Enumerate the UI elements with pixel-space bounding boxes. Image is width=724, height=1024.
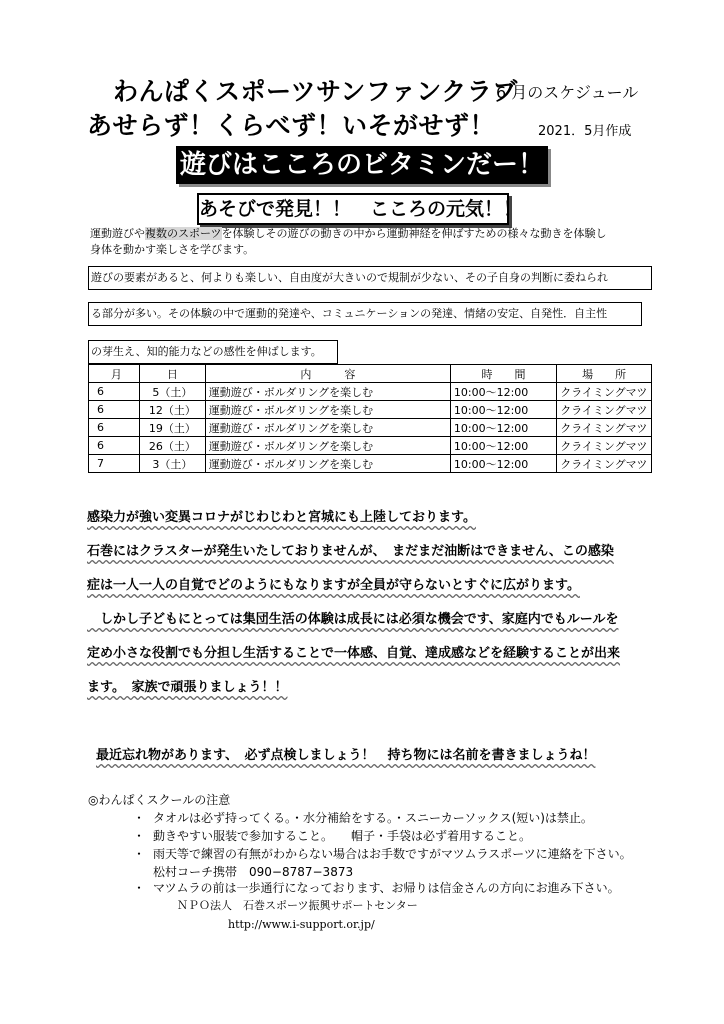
- cell-time: 10:00～12:00: [450, 455, 556, 473]
- intro-line-1-pre: 運動遊びや: [90, 227, 145, 240]
- table-row: [89, 383, 652, 401]
- cell-place: クライミングマツ: [557, 383, 652, 401]
- message-line-1: 感染力が強い変異コロナがじわじわと宮城にも上陸しております。: [87, 510, 476, 525]
- cell-day: 5（土）: [139, 383, 205, 401]
- message-line-4: しかし子どもにとっては集団生活の体験は成長には必須な機会です、家庭内でもルールを: [87, 612, 619, 627]
- header-content: 内 容: [205, 365, 450, 383]
- message-line-2: 石巻にはクラスターが発生いたしておりませんが、 まだまだ油断はできません、この感染: [87, 544, 614, 559]
- cell-time: 10:00～12:00: [450, 401, 556, 419]
- cell-time: 10:00～12:00: [450, 383, 556, 401]
- note-bullet: ・: [133, 829, 146, 843]
- header-day: 日: [139, 365, 205, 383]
- notes-title: ◎わんぱくスクールの注意: [88, 793, 231, 807]
- club-title: わんぱくスポーツサンファンクラブ: [113, 77, 518, 106]
- table-row: [89, 437, 652, 455]
- message-line-5: 定め小さな役割でも分担し生活することで一体感、自覚、達成感などを経験することが出来: [87, 646, 621, 661]
- note-item-3: 雨天等で練習の有無がわからない場合はお手数ですがマツムラスポーツに連絡を下さい。: [153, 847, 632, 861]
- main-banner: 遊びはこころのビタミンだー！: [176, 146, 548, 184]
- note-item-4: マツムラの前は一歩通行になっております、お帰りは信金さんの方向にお進み下さい。: [153, 881, 620, 895]
- cell-day: 3（土）: [139, 455, 205, 473]
- schedule-header-row: [89, 365, 652, 383]
- table-row: [89, 455, 652, 473]
- message-line-6: ます。 家族で頑張りましょう！！: [87, 680, 288, 695]
- cell-day: 12（土）: [139, 401, 205, 419]
- cell-month: 6: [89, 437, 140, 455]
- reminder-text: 最近忘れ物があります、 必ず点検しましょう！ 持ち物には名前を書きましょうね！: [96, 748, 596, 763]
- header-time: 時 間: [450, 365, 556, 383]
- cell-content: 運動遊び・ボルダリングを楽しむ: [205, 455, 450, 473]
- cell-content: 運動遊び・ボルダリングを楽しむ: [205, 401, 450, 419]
- intro-line-2: 身体を動かす楽しさを学びます。: [90, 243, 255, 256]
- intro-box-line-1: 遊びの要素があると、何よりも楽しい、自由度が大きいので規制が少ない、その子自身の判断に委ねられ: [88, 266, 652, 290]
- schedule-table: [88, 364, 652, 473]
- intro-highlight: 複数のスポーツ: [145, 227, 222, 240]
- intro-text: [90, 226, 650, 258]
- note-bullet: ・: [133, 811, 146, 825]
- table-row: [89, 401, 652, 419]
- coach-contact: 松村コーチ携帯 090−8787−3873: [153, 865, 354, 879]
- cell-place: クライミングマツ: [557, 401, 652, 419]
- intro-box-line-3: の芽生え、知的能力などの感性を伸ばします。: [88, 340, 338, 364]
- created-date: 2021．5月作成: [538, 124, 632, 139]
- cell-month: 6: [89, 401, 140, 419]
- cell-content: 運動遊び・ボルダリングを楽しむ: [205, 419, 450, 437]
- message-line-3: 症は一人一人の自覚でどのようにもなりますが全員が守らないとすぐに広がります。: [87, 578, 580, 593]
- cell-place: クライミングマツ: [557, 437, 652, 455]
- cell-place: クライミングマツ: [557, 455, 652, 473]
- header-month: 月: [89, 365, 140, 383]
- cell-time: 10:00～12:00: [450, 419, 556, 437]
- cell-time: 10:00～12:00: [450, 437, 556, 455]
- note-item-1: タオルは必ず持ってくる。・水分補給をする。・スニーカーソックス(短い)は禁止。: [153, 811, 593, 825]
- month-schedule-label: 6 月のスケジュール: [496, 83, 639, 102]
- sub-banner: あそびで発見！！ こころの元気！！: [197, 193, 509, 225]
- cell-month: 6: [89, 383, 140, 401]
- intro-box-line-2: る部分が多い。その体験の中で運動的発達や、コミュニケーションの発達、情緒の安定、自発性．自主性: [88, 302, 642, 326]
- note-item-2: 動きやすい服装で参加すること。 帽子・手袋は必ず着用すること。: [153, 829, 532, 843]
- intro-line-1: [90, 226, 650, 242]
- intro-line-1-post: を体験しその遊びの動きの中から運動神経を伸ばすための様々な動きを体験し: [221, 227, 607, 240]
- cell-month: 6: [89, 419, 140, 437]
- cell-day: 19（土）: [139, 419, 205, 437]
- note-bullet: ・: [133, 881, 146, 895]
- cell-month: 7: [89, 455, 140, 473]
- header-place: 場 所: [557, 365, 652, 383]
- cell-content: 運動遊び・ボルダリングを楽しむ: [205, 383, 450, 401]
- organization-name: ＮＰＯ法人 石巻スポーツ振興サポートセンター: [177, 899, 418, 912]
- table-row: [89, 419, 652, 437]
- cell-day: 26（土）: [139, 437, 205, 455]
- cell-content: 運動遊び・ボルダリングを楽しむ: [205, 437, 450, 455]
- cell-place: クライミングマツ: [557, 419, 652, 437]
- note-bullet: ・: [133, 847, 146, 861]
- slogan: あせらず！くらべず！いそがせず！: [87, 111, 496, 140]
- website-url[interactable]: http://www.i-support.or.jp/: [228, 918, 375, 931]
